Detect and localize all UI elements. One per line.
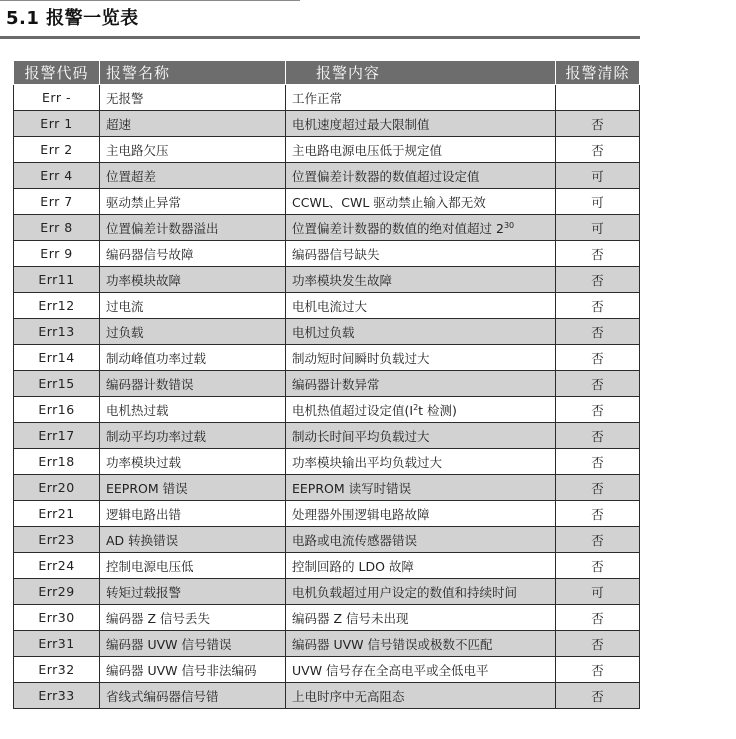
alarm-content — [286, 85, 556, 111]
alarm-name: 控制电源电压低 — [100, 553, 286, 579]
table-row — [14, 631, 640, 657]
alarm-content-text: 电机电流过大 — [292, 298, 368, 314]
alarm-clear — [556, 85, 640, 111]
alarm-code: Err20 — [14, 475, 100, 501]
alarm-content — [286, 111, 556, 137]
alarm-content — [286, 475, 556, 501]
alarm-content-text: 编码器信号缺失 — [292, 246, 380, 262]
alarm-clear: 可 — [556, 163, 640, 189]
alarm-name: 编码器信号故障 — [100, 241, 286, 267]
alarm-content-text: 制动长时间平均负载过大 — [292, 428, 430, 444]
alarm-content-text: 电机热值超过设定值(I — [292, 402, 414, 418]
alarm-clear: 可 — [556, 579, 640, 605]
alarm-code: Err 2 — [14, 137, 100, 163]
alarm-name: 省线式编码器信号错 — [100, 683, 286, 709]
alarm-table — [13, 60, 640, 709]
alarm-code: Err 1 — [14, 111, 100, 137]
alarm-content — [286, 241, 556, 267]
alarm-clear: 否 — [556, 449, 640, 475]
alarm-clear: 否 — [556, 319, 640, 345]
table-row — [14, 319, 640, 345]
alarm-content — [286, 527, 556, 553]
alarm-code: Err11 — [14, 267, 100, 293]
table-row — [14, 553, 640, 579]
alarm-table-body — [14, 85, 640, 709]
alarm-code: Err 8 — [14, 215, 100, 241]
alarm-name: 位置偏差计数器溢出 — [100, 215, 286, 241]
table-row — [14, 527, 640, 553]
alarm-name: 过负载 — [100, 319, 286, 345]
alarm-code: Err23 — [14, 527, 100, 553]
alarm-code: Err12 — [14, 293, 100, 319]
alarm-content — [286, 189, 556, 215]
alarm-name: 编码器 Z 信号丢失 — [100, 605, 286, 631]
alarm-name: 逻辑电路出错 — [100, 501, 286, 527]
alarm-name: 主电路欠压 — [100, 137, 286, 163]
table-row — [14, 85, 640, 111]
alarm-name: 编码器计数错误 — [100, 371, 286, 397]
alarm-content — [286, 397, 556, 423]
alarm-code: Err 7 — [14, 189, 100, 215]
title-top-rule — [0, 0, 300, 1]
alarm-clear: 否 — [556, 527, 640, 553]
alarm-content-tail: t 检测) — [418, 402, 457, 418]
alarm-content — [286, 293, 556, 319]
alarm-name: EEPROM 错误 — [100, 475, 286, 501]
alarm-code: Err33 — [14, 683, 100, 709]
section-title: 5.1 报警一览表 — [6, 8, 139, 29]
alarm-content — [286, 501, 556, 527]
alarm-content-text: CCWL、CWL 驱动禁止输入都无效 — [292, 194, 486, 210]
alarm-content — [286, 345, 556, 371]
alarm-content-text: 功率模块发生故障 — [292, 272, 393, 288]
alarm-code: Err24 — [14, 553, 100, 579]
alarm-clear: 否 — [556, 137, 640, 163]
table-row — [14, 475, 640, 501]
alarm-content — [286, 319, 556, 345]
table-row — [14, 111, 640, 137]
alarm-code: Err30 — [14, 605, 100, 631]
alarm-content-text: 编码器 Z 信号未出现 — [292, 610, 409, 626]
table-row — [14, 345, 640, 371]
alarm-content-superscript: 30 — [503, 220, 515, 230]
alarm-clear: 否 — [556, 267, 640, 293]
table-row — [14, 241, 640, 267]
alarm-content — [286, 371, 556, 397]
table-row — [14, 501, 640, 527]
table-row — [14, 449, 640, 475]
alarm-content — [286, 605, 556, 631]
alarm-content — [286, 137, 556, 163]
alarm-content-text: 上电时序中无高阻态 — [292, 688, 405, 704]
alarm-code: Err14 — [14, 345, 100, 371]
alarm-content-text: 电机负载超过用户设定的数值和持续时间 — [292, 584, 518, 600]
alarm-name: 超速 — [100, 111, 286, 137]
alarm-clear: 否 — [556, 475, 640, 501]
alarm-name: 编码器 UVW 信号非法编码 — [100, 657, 286, 683]
alarm-content-text: 电机速度超过最大限制值 — [292, 116, 430, 132]
alarm-name: 位置超差 — [100, 163, 286, 189]
alarm-clear: 否 — [556, 241, 640, 267]
alarm-content-text: 位置偏差计数器的数值超过设定值 — [292, 168, 480, 184]
alarm-name: AD 转换错误 — [100, 527, 286, 553]
alarm-code: Err31 — [14, 631, 100, 657]
alarm-code: Err16 — [14, 397, 100, 423]
alarm-name: 过电流 — [100, 293, 286, 319]
table-row — [14, 267, 640, 293]
alarm-clear: 否 — [556, 683, 640, 709]
alarm-content-text: UVW 信号存在全高电平或全低电平 — [292, 662, 489, 678]
alarm-clear: 否 — [556, 657, 640, 683]
alarm-clear: 可 — [556, 189, 640, 215]
title-underline — [0, 36, 640, 39]
alarm-content-text: 电机过负载 — [292, 324, 355, 340]
table-row — [14, 189, 640, 215]
table-row — [14, 605, 640, 631]
alarm-content — [286, 267, 556, 293]
alarm-name: 功率模块过载 — [100, 449, 286, 475]
header-clear: 报警清除 — [556, 61, 640, 85]
table-row — [14, 683, 640, 709]
alarm-code: Err 9 — [14, 241, 100, 267]
header-name: 报警名称 — [100, 61, 286, 85]
alarm-content-text: 编码器 UVW 信号错误或极数不匹配 — [292, 636, 493, 652]
alarm-code: Err 4 — [14, 163, 100, 189]
table-row — [14, 657, 640, 683]
header-row — [14, 61, 640, 85]
alarm-content — [286, 215, 556, 241]
alarm-content-text: 电路或电流传感器错误 — [292, 532, 418, 548]
alarm-content-superscript: 2 — [413, 402, 419, 412]
alarm-code: Err29 — [14, 579, 100, 605]
alarm-code: Err13 — [14, 319, 100, 345]
alarm-content — [286, 163, 556, 189]
alarm-content — [286, 423, 556, 449]
alarm-clear: 否 — [556, 501, 640, 527]
alarm-code: Err21 — [14, 501, 100, 527]
alarm-content-text: 处理器外围逻辑电路故障 — [292, 506, 430, 522]
alarm-content-text: 功率模块输出平均负载过大 — [292, 454, 443, 470]
alarm-content — [286, 553, 556, 579]
alarm-content-text: 主电路电源电压低于规定值 — [292, 142, 443, 158]
alarm-clear: 否 — [556, 423, 640, 449]
alarm-name: 功率模块故障 — [100, 267, 286, 293]
table-row — [14, 371, 640, 397]
alarm-content — [286, 579, 556, 605]
alarm-name: 无报警 — [100, 85, 286, 111]
alarm-content-text: EEPROM 读写时错误 — [292, 480, 412, 496]
table-row — [14, 163, 640, 189]
alarm-content-text: 编码器计数异常 — [292, 376, 380, 392]
alarm-clear: 否 — [556, 371, 640, 397]
alarm-content-text: 位置偏差计数器的数值的绝对值超过 2 — [292, 220, 504, 236]
alarm-clear: 否 — [556, 553, 640, 579]
alarm-clear: 否 — [556, 605, 640, 631]
alarm-clear: 否 — [556, 397, 640, 423]
alarm-code: Err32 — [14, 657, 100, 683]
alarm-name: 制动平均功率过载 — [100, 423, 286, 449]
alarm-clear: 可 — [556, 215, 640, 241]
alarm-name: 制动峰值功率过载 — [100, 345, 286, 371]
alarm-code: Err18 — [14, 449, 100, 475]
alarm-clear: 否 — [556, 111, 640, 137]
alarm-name: 编码器 UVW 信号错误 — [100, 631, 286, 657]
alarm-clear: 否 — [556, 345, 640, 371]
alarm-name: 转矩过载报警 — [100, 579, 286, 605]
alarm-clear: 否 — [556, 631, 640, 657]
alarm-content — [286, 449, 556, 475]
table-row — [14, 579, 640, 605]
alarm-code: Err17 — [14, 423, 100, 449]
header-code: 报警代码 — [14, 61, 100, 85]
alarm-name: 电机热过载 — [100, 397, 286, 423]
table-row — [14, 137, 640, 163]
table-row — [14, 397, 640, 423]
alarm-code: Err - — [14, 85, 100, 111]
alarm-code: Err15 — [14, 371, 100, 397]
table-row — [14, 293, 640, 319]
alarm-name: 驱动禁止异常 — [100, 189, 286, 215]
alarm-content-text: 制动短时间瞬时负载过大 — [292, 350, 430, 366]
alarm-content-text: 控制回路的 LDO 故障 — [292, 558, 414, 574]
alarm-content — [286, 631, 556, 657]
header-content: 报警内容 — [286, 61, 556, 85]
alarm-content-text: 工作正常 — [292, 90, 343, 106]
alarm-content — [286, 657, 556, 683]
alarm-clear: 否 — [556, 293, 640, 319]
table-row — [14, 215, 640, 241]
alarm-content — [286, 683, 556, 709]
table-row — [14, 423, 640, 449]
